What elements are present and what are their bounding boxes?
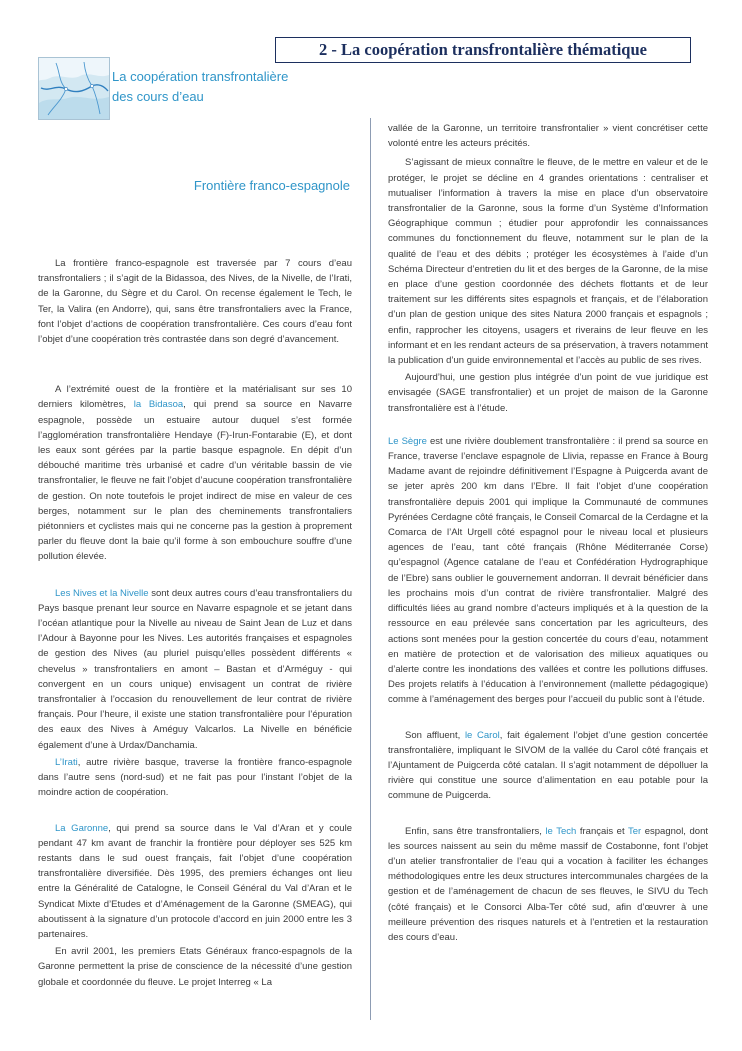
paragraph-garonne-2001: En avril 2001, les premiers Etats Généraux franco-espagnols de la Garonne permettent la prise de conscience de la nécessité d’une gestion globale et coordonnée du fleuve. Le projet Interreg « La — [38, 946, 352, 988]
paragraph-tech-ter — [388, 824, 708, 946]
paragraph-intro: La frontière franco-espagnole est traversée par 7 cours d’eau transfrontaliers ; il s’agit de la Bidassoa, des Nives, de la Nivelle, de l’Irati, de la Garonne, du Sègre et du Carol. On recense également le Tech, le Ter, la Valira (en Andorre), qui, sans être transfrontaliers avec la France, font l’objet d’actions de coopération transfrontalière. Ces cours d’eau font l’objet d’une coopération très contrastée dans son degré d’avancement. — [38, 258, 352, 346]
map-city-marker — [90, 84, 93, 87]
paragraph-garonne — [38, 821, 352, 943]
paragraph-text: espagnol, dont les sources naissent au sein du même massif de Costabonne, font l’objet d’un atelier transfrontalier de l’eau qui a vocation à faciliter les échanges méthodologiques entre les deux structures intercommunales chargées de la gestion et de l’aménagement de chacun de ses fleuves, le SIVU du Tech (côté français) et le Consorci Alba-Ter côté sud, afin d’œuvrer à une meilleure prévention des risques naturels et à l’entretien et la restauration des cours d’eau. — [388, 825, 708, 943]
river-name-nives-nivelle: Les Nives et la Nivelle — [55, 587, 149, 599]
paragraph-irati — [38, 755, 352, 801]
paragraph-text: est une rivière doublement transfrontalière : il prend sa source en France, traverse l’enclave espagnole de Llivia, repasse en France à Bourg Madame avant de rejoindre définitivement l’Espagne à Puigcerda avant de se jeter après 200 km dans l’Ebre. Il fait l’objet d’une coopération transfrontalière depuis 2001 qui implique la Communauté de communes Pyrénées Cerdagne côté français, le Conseil Comarcal de la Cerdagne et la Comarca de l’Alt Urgell côté espagnol pour le niveau local et plusieurs agences de l’eau, tant côté français (Rhône Méditerranée Corse) qu’espagnol (Agence catalane de l’eau et Confédération Hydrographique de l’Ebre) sans oublier le gouvernement andorran. Il devrait bénéficier dans les prochains mois d’un contrat de rivière transfrontalier. Malgré des difficultés liées au grand nombre d’acteurs impliqués et à la question de la ressource en eau prélevée sans concertation par les agriculteurs, des actions sont menées pour la gestion concertée du cours d’eau, notamment en matière de protection et de valorisation des milieux aquatiques ou d’alerte contre les inondations des vallées et contre les pollutions diffuses. Des projets relatifs à l’éducation à l’environnement (mallette pédagogique) comme à l’aménagement des berges pour l’accueil du public sont à l’étude. — [388, 435, 708, 706]
river-name-bidasoa: la Bidasoa — [133, 399, 184, 411]
paragraph-text: , qui prend sa source dans le Val d’Aran et y coule pendant 47 km avant de franchir la frontière pour déployer ses 525 km restants dans le sud ouest français, fait l’objet d’une coopération transfrontalière diversifiée. Dès 1995, des premiers échanges ont lieu entre la Généralité de Catalogne, le Conseil Général du Val d’Aran et le Syndicat Mixte d’Etudes et d’Aménagement de la Garonne (SMEAG), qui aboutissent à la signature d’un protocole d’accord en juin 2000 entre les 3 partenaires. — [38, 822, 352, 940]
river-name-carol: le Carol — [464, 729, 500, 741]
paragraph-nives — [38, 586, 352, 753]
column-divider — [370, 118, 371, 1020]
paragraph-text: , autre rivière basque, traverse la frontière franco-espagnole dans l’autre sens (nord-sud) et ne fait pas pour l’instant l’objet de la moindre action de coopération. — [38, 756, 352, 799]
river-name-irati: L’Irati — [55, 756, 78, 768]
paragraph-carol — [388, 728, 708, 804]
paragraph-bidasoa — [38, 382, 352, 564]
section-title-box — [275, 37, 691, 63]
paragraph-text: , fait également l’objet d’une gestion concertée transfrontalière, impliquant le SIVOM de la vallée du Carol côté français et l’Ajuntament de Puigcerda côté catalan. Il s’agit notamment de dépolluer la rivière qui constitue une source d’alimentation en eau potable pour la commune de Puigcerda. — [388, 729, 709, 802]
chapter-title-line: La coopération transfrontalière — [112, 69, 289, 84]
paragraph-garonne-orientations: S’agissant de mieux connaître le fleuve, de le mettre en valeur et de le protéger, le projet se décline en 4 grandes orientations : centraliser et mutualiser l’information à travers la mise en place d’un observatoire transfrontalier de la Garonne, sous la forme d’un Système d’Information Géographique commun ; étudier pour approfondir les connaissances communes du fonctionnement du fleuve, notamment sur le plan de la qualité de l’eau et des débits ; protéger les écosystèmes à l’aide d’un Schéma Directeur d’entretien du lit et des berges de la Garonne, de la mise en place d’une gestion coordonnée des déchets flottants et de leur traitement sur les différents sites espagnols et français, et de l’élaboration d’un plan de gestion unique des sites Natura 2000 français et espagnols ; enfin, rapprocher les citoyens, usagers et riverains de leur fleuve en les informant et en les rendant acteurs de sa préservation, à travers notamment la publication d’un guide environnemental et l’accès au public de ses rives. — [388, 157, 708, 367]
paragraph-garonne-today: Aujourd’hui, une gestion plus intégrée d’un point de vue juridique est envisagée (SAGE transfrontalier) et un projet de maison de la Garonne transfrontalière est à l’étude. — [388, 372, 708, 414]
paragraph-garonne-continued: vallée de la Garonne, un territoire transfrontalier » vient concrétiser cette volonté entre les acteurs précités. — [388, 123, 708, 150]
right-column — [388, 121, 708, 945]
section-heading: Frontière franco-espagnole — [193, 178, 350, 193]
chapter-title-line: des cours d’eau — [112, 89, 204, 104]
left-column — [38, 256, 352, 990]
river-name-tech: le Tech — [545, 825, 577, 837]
river-name-segre: Le Sègre — [388, 435, 427, 447]
chapter-title — [112, 67, 288, 107]
section-title: 2 - La coopération transfrontalière thématique — [319, 40, 647, 59]
river-name-garonne: La Garonne — [55, 822, 109, 834]
paragraph-text: sont deux autres cours d’eau transfrontaliers du Pays basque prenant leur source en Navarre espagnole et se jetant dans l’océan atlantique pour la Nivelle au niveau de Saint Jean de Luz et dans l’Adour à Bayonne pour les Nives. Les autorités françaises et espagnoles de gestion des Nives (au pluriel puisqu’elles possèdent différents « chevelus » transfrontaliers en amont – Bastan et d’Arméguy - qui convergent en un cours unique) envisagent un contrat de rivière transfrontalier à l’occasion du renouvellement de leur contrat de rivière français. Pour l’heure, il existe une station transfrontalière pour l’épuration des eaux des Nives à Améguy Valcarlos. La Nivelle en bénéficie également d’une à Urdax/Danchamia. — [38, 587, 352, 751]
river-name-ter: Ter — [627, 825, 642, 837]
paragraph-text: Enfin, sans être transfrontaliers, — [405, 825, 546, 837]
paragraph-text: Son affluent, — [405, 729, 465, 741]
paragraph-text: , qui prend sa source en Navarre espagnole, possède un estuaire autour duquel s’est formée l’agglomération transfrontalière Hendaye (F)-Irun-Fontarabie (E), et dont les eaux sont gérées par la partie basque espagnole. En dépit d’un débouché maritime très urbanisé et cadre d’un véritable bassin de vie transfrontalier, le fleuve ne fait l’objet d’aucune coopération transfrontalière de gestion. On note toutefois le projet indirect de mise en valeur de ces berges, notamment sur le plan des cheminements transfrontaliers piétonniers et cyclistes mais qui ne concerne pas la gestion à proprement parler du fleuve dont la baie qu’il forme à son embouchure souffre d’une pollution élevée. — [38, 399, 352, 563]
map-city-marker — [64, 87, 67, 90]
map-thumbnail — [38, 57, 110, 120]
paragraph-text: français et — [576, 825, 628, 837]
paragraph-segre — [388, 434, 708, 708]
paragraph-text: A l’extrémité ouest de la frontière et la matérialisant sur ses 10 derniers kilomètres, — [38, 384, 352, 411]
